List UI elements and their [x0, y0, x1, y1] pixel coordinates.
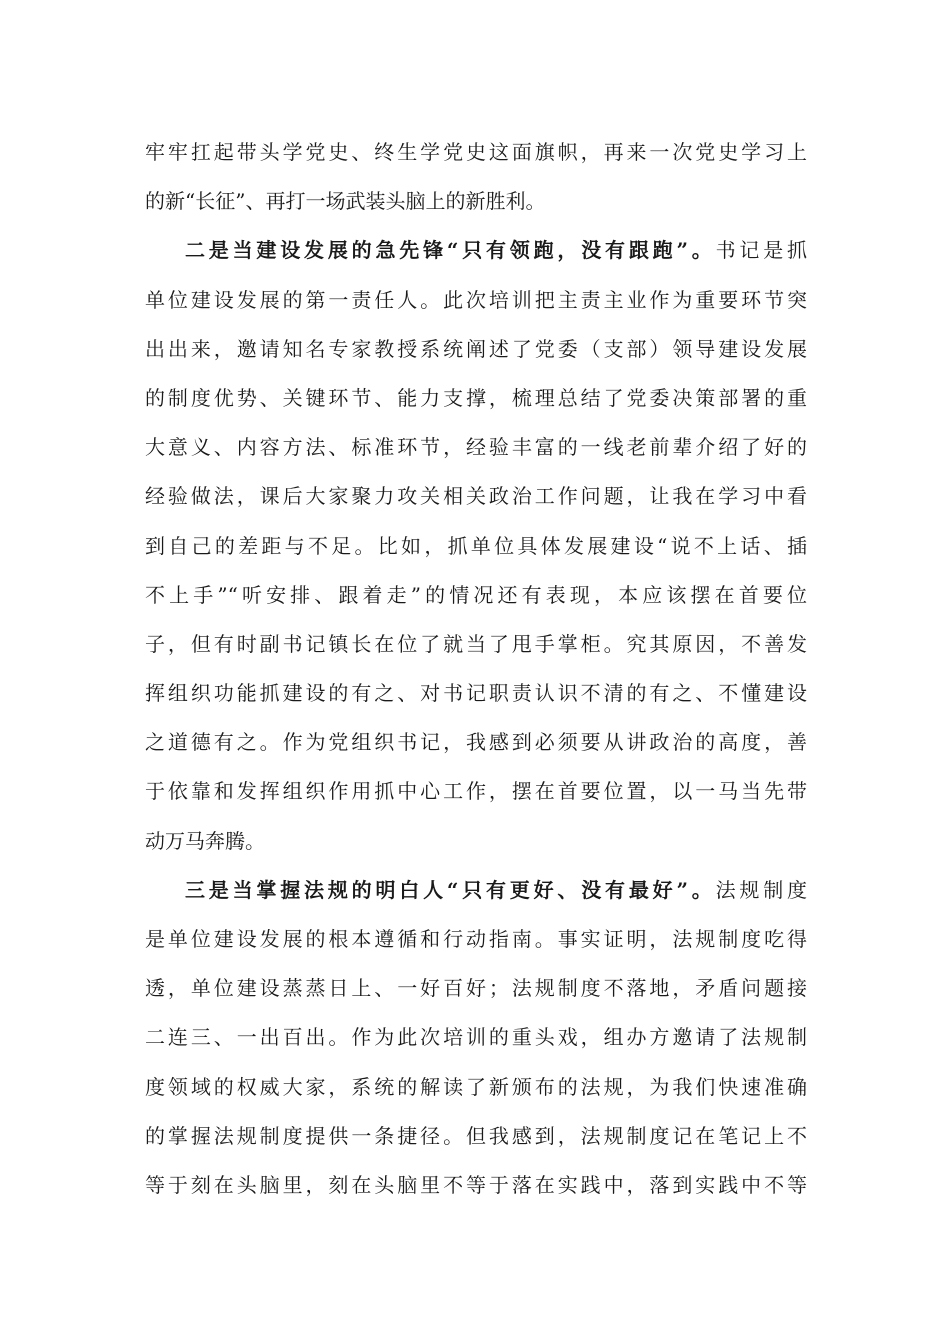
text-line: 于依靠和发挥组织作用抓中心工作，摆在首要位置，以一马当先带 [145, 779, 807, 804]
text-line: 牢牢扛起带头学党史、终生学党史这面旗帜，再来一次党史学习上 [145, 140, 807, 164]
paragraph [145, 226, 807, 865]
text-line: 单位建设发展的第一责任人。此次培训把主责主业作为重要环节突 [145, 287, 807, 312]
paragraph-text: 书记是抓 [715, 238, 807, 263]
text-line: 的制度优势、关键环节、能力支撑，梳理总结了党委决策部署的重 [145, 385, 807, 410]
text-line: 度领域的权威大家，系统的解读了新颁布的法规，为我们快速准确 [145, 1074, 807, 1099]
text-line: 不上手”“听安排、跟着走”的情况还有表现，本应该摆在首要位 [145, 582, 807, 607]
paragraph-text: 法规制度 [715, 877, 807, 902]
text-line: 经验做法，课后大家聚力攻关相关政治工作问题，让我在学习中看 [145, 484, 807, 509]
text-line: 的新“长征”、再打一场武装头脑上的新胜利。 [145, 189, 546, 214]
paragraph [145, 128, 807, 226]
text-line: 动万马奔腾。 [145, 828, 265, 853]
text-line: 之道德有之。作为党组织书记，我感到必须要从讲政治的高度，善 [145, 730, 807, 755]
text-line: 大意义、内容方法、标准环节，经验丰富的一线老前辈介绍了好的 [145, 435, 807, 460]
paragraph [145, 866, 807, 1210]
text-line: 出出来，邀请知名专家教授系统阐述了党委（支部）领导建设发展 [145, 336, 807, 361]
paragraph-first-line [145, 226, 807, 275]
text-line: 二连三、一出百出。作为此次培训的重头戏，组办方邀请了法规制 [145, 1025, 807, 1050]
paragraph-heading: 二是当建设发展的急先锋“只有领跑，没有跟跑”。 [185, 238, 716, 263]
text-line: 子，但有时副书记镇长在位了就当了甩手掌柜。究其原因，不善发 [145, 631, 807, 656]
text-line: 的掌握法规制度提供一条捷径。但我感到，法规制度记在笔记上不 [145, 1123, 807, 1148]
text-line: 透，单位建设蒸蒸日上、一好百好；法规制度不落地，矛盾问题接 [145, 976, 807, 1001]
text-line: 等于刻在头脑里，刻在头脑里不等于落在实践中，落到实践中不等 [145, 1172, 807, 1197]
text-line: 挥组织功能抓建设的有之、对书记职责认识不清的有之、不懂建设 [145, 681, 807, 706]
text-line: 到自己的差距与不足。比如，抓单位具体发展建设“说不上话、插 [145, 533, 807, 558]
paragraph-heading: 三是当掌握法规的明白人“只有更好、没有最好”。 [185, 877, 716, 902]
text-line: 是单位建设发展的根本遵循和行动指南。事实证明，法规制度吃得 [145, 927, 807, 951]
paragraph-first-line [145, 866, 807, 915]
document-body [145, 128, 807, 1210]
